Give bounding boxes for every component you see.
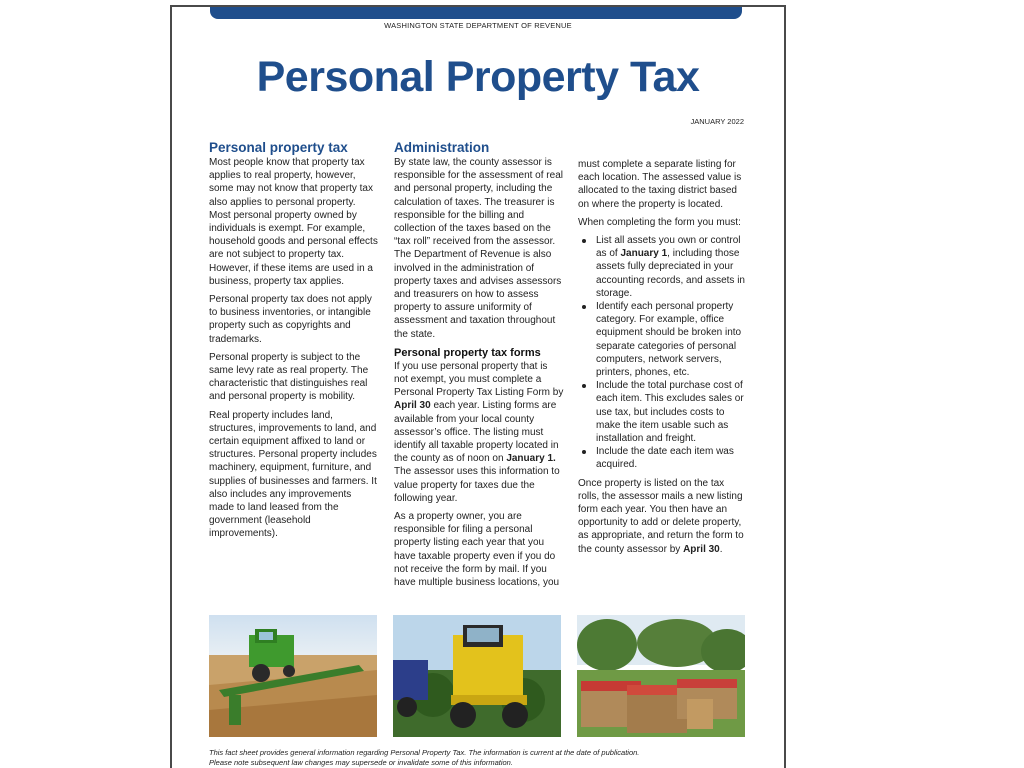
bold-text: April 30 [683,543,720,555]
text-run: If you use personal property that is not exempt, you must complete a Personal Property Tax Listing Form by [394,360,564,399]
footer-line: This fact sheet provides general information regarding Personal Property Tax. The information is current at the date of publication. [209,748,640,757]
publication-date: JANUARY 2022 [690,117,744,126]
column-3 [578,158,748,561]
bold-text: January 1 [620,248,668,260]
footer-line: Please note subsequent law changes may supersede or invalidate some of this information. [209,758,513,767]
paragraph [394,360,564,505]
paragraph: must complete a separate listing for each location. The assessed value is allocated to the taxing district based on where the property is located. [578,159,742,210]
list-item: Include the date each item was acquired. [578,445,748,471]
section-heading-personal-property-tax: Personal property tax [209,140,348,155]
list-item: Include the total purchase cost of each item. This excludes sales or use tax, but includes costs to make the item usable such as installation and freight. [578,379,748,445]
paragraph: By state law, the county assessor is responsible for the assessment of real and personal property, including the calculation of taxes. The treasurer is responsible for the billing and collection of the taxes based on the “tax roll” received from the assessor. The Department of Revenue is also involved in the administration of property taxes and advises assessors and treasurers on how to assess property to assure uniformity of assessment and taxation throughout the state. [394,157,563,340]
list-item [578,234,748,300]
bold-text: April 30 [394,400,431,412]
paragraph: Real property includes land, structures, improvements to land, and certain equipment affixed to land or structures. Personal property includes machinery, equipment, furniture, and supplies of businesses and farmers. It also includes any improvements made to land leased from the government (leasehold improvements). [209,409,377,540]
paragraph: Personal property is subject to the same levy rate as real property. The characteristic that distinguishes real and personal property is mobility. [209,351,369,403]
text-run: The assessor uses this information to value property for taxes due the following year. [394,466,560,504]
text-run: , including those assets fully depreciated in your accounting records, and assets in storage. [596,248,745,299]
section-heading-administration: Administration [394,140,490,155]
text-run: each year. Listing forms are available from your local county assessor’s office. The listing must identify all taxable property located in the county as of noon on [394,400,559,465]
paragraph: Most people know that property tax applies to real property, however, some may not know that property tax also applies to personal property. Most personal property owned by individuals is exempt. For example, household goods and personal effects are not subject to property tax. However, if these items are used in a business, property tax applies. [209,157,378,287]
page-title: Personal Property Tax [256,53,700,101]
paragraph: When completing the form you must: [578,216,741,228]
harvester-machine-photo [393,615,561,737]
paragraph: Personal property tax does not apply to business inventories, or intangible property such as copyrights and trademarks. [209,294,372,345]
header-bar [210,7,742,19]
text-run: Once property is listed on the tax rolls, the assessor mails a new listing form each year. You then have an opportunity to add or delete property, as appropriate, and return the form to the county assessor by [578,477,744,555]
paragraph [578,477,748,556]
column-2 [394,140,564,594]
requirements-list [578,234,748,472]
column-1 [209,140,379,546]
paragraph: As a property owner, you are responsible for filing a personal property listing each year that you have taxable property even if you do not receive the form by mail. If you have multiple business locations, you [394,511,560,589]
agency-name: WASHINGTON STATE DEPARTMENT OF REVENUE [384,21,572,30]
footer-disclaimer [209,748,769,768]
text-run: List all assets you own or control as of [596,235,741,260]
bold-text: January 1. [506,453,556,465]
apple-crates-photo [577,615,745,737]
text-run: . [719,543,723,555]
document-page [170,5,786,768]
combine-harvester-photo [209,615,377,737]
list-item: Identify each personal property category. For example, office equipment should be broken into separate categories of personal computers, network servers, printers, phones, etc. [578,300,748,379]
subheading-tax-forms: Personal property tax forms [394,346,541,359]
